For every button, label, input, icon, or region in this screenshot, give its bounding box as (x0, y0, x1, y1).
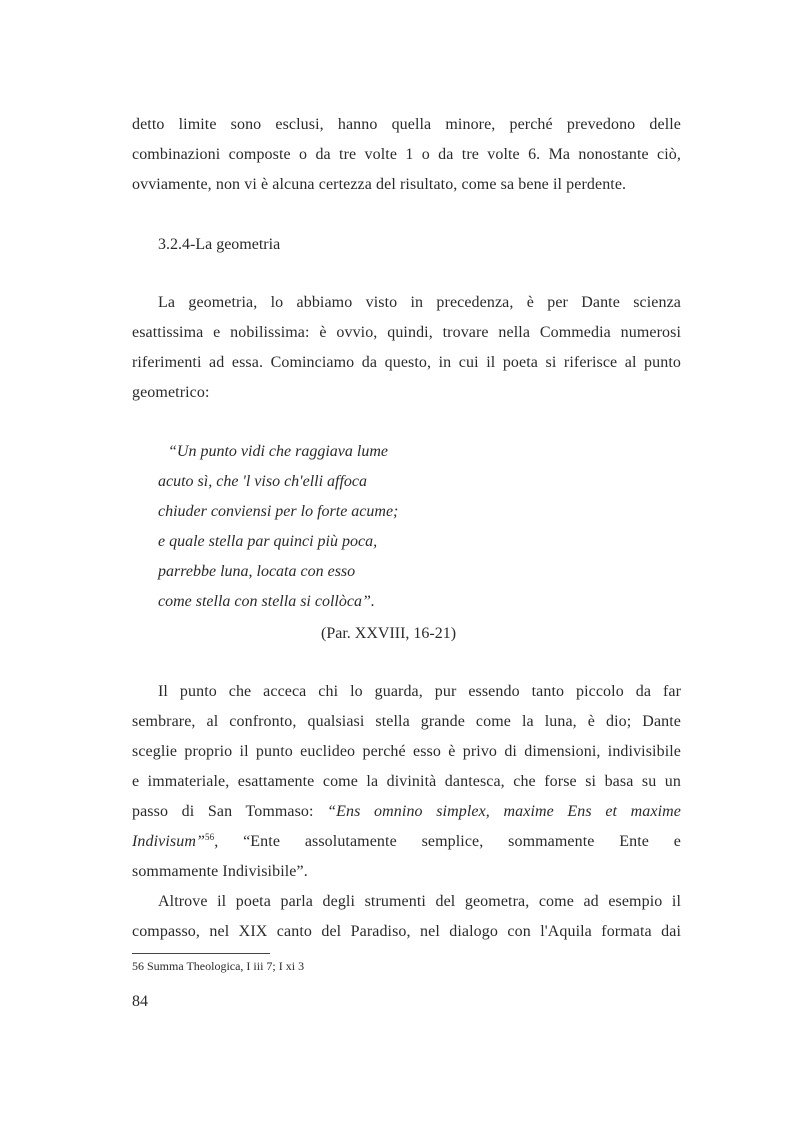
footnote-reference[interactable]: 56 (205, 832, 215, 842)
text-line: La geometria, lo abbiamo visto in precedenza, è per Dante scienza (158, 294, 681, 311)
text-line: sommamente Indivisibile”. (132, 863, 308, 880)
footnote-separator (132, 953, 270, 954)
text-line: Il punto che acceca chi lo guarda, pur essendo tanto piccolo da far (158, 683, 681, 700)
verse-reference: (Par. XXVIII, 16-21) (321, 625, 457, 642)
text-line: geometrico: (132, 384, 210, 401)
verse-line: “Un punto vidi che raggiava lume (168, 443, 388, 460)
verse-line: parrebbe luna, locata con esso (158, 563, 356, 580)
text-line: Altrove il poeta parla degli strumenti del geometra, come ad esempio il (158, 893, 681, 910)
text-line: sembrare, al confronto, qualsiasi stella grande come la luna, è dio; Dante (132, 713, 681, 730)
footnote: 56 Summa Theologica, I iii 7; I xi 3 (132, 959, 305, 973)
paragraph-point-discussion (132, 677, 681, 887)
paragraph-geometry-intro (132, 288, 681, 408)
verse-quotation (158, 437, 398, 617)
verse-line: chiuder conviensi per lo forte acume; (158, 503, 399, 520)
paragraph-compass (132, 887, 681, 947)
page-number: 84 (132, 993, 148, 1010)
text-line (132, 797, 681, 827)
verse-line: come stella con stella si collòca”. (158, 593, 375, 610)
text-line: compasso, nel XIX canto del Paradiso, nel dialogo con l'Aquila formata dai (132, 923, 681, 940)
verse-line: e quale stella par quinci più poca, (158, 533, 378, 550)
text-line: ovviamente, non vi è alcuna certezza del risultato, come sa bene il perdente. (132, 176, 627, 193)
verse-line: acuto sì, che 'l viso ch'elli affoca (158, 473, 368, 490)
latin-quote: Indivisum” (132, 833, 205, 850)
section-heading: 3.2.4-La geometria (158, 236, 281, 253)
text-line: combinazioni composte o da tre volte 1 o da tre volte 6. Ma nonostante ciò, (132, 146, 681, 163)
text-line: e immateriale, esattamente come la divinità dantesca, che forse si basa su un (132, 773, 681, 790)
text-segment: , “Ente assolutamente semplice, sommamente Ente e (214, 833, 681, 850)
text-line: sceglie proprio il punto euclideo perché esso è privo di dimensioni, indivisibile (132, 743, 681, 760)
text-line: riferimenti ad essa. Cominciamo da questo, in cui il poeta si riferisce al punto (132, 354, 681, 371)
text-segment: passo di San Tommaso: (132, 803, 328, 820)
text-line (132, 827, 681, 857)
paragraph-continuation (132, 110, 681, 200)
latin-quote: “Ens omnino simplex, maxime Ens et maxime (327, 803, 682, 820)
text-line: esattissima e nobilissima: è ovvio, quindi, trovare nella Commedia numerosi (132, 324, 681, 341)
text-line: detto limite sono esclusi, hanno quella minore, perché prevedono delle (132, 116, 681, 133)
